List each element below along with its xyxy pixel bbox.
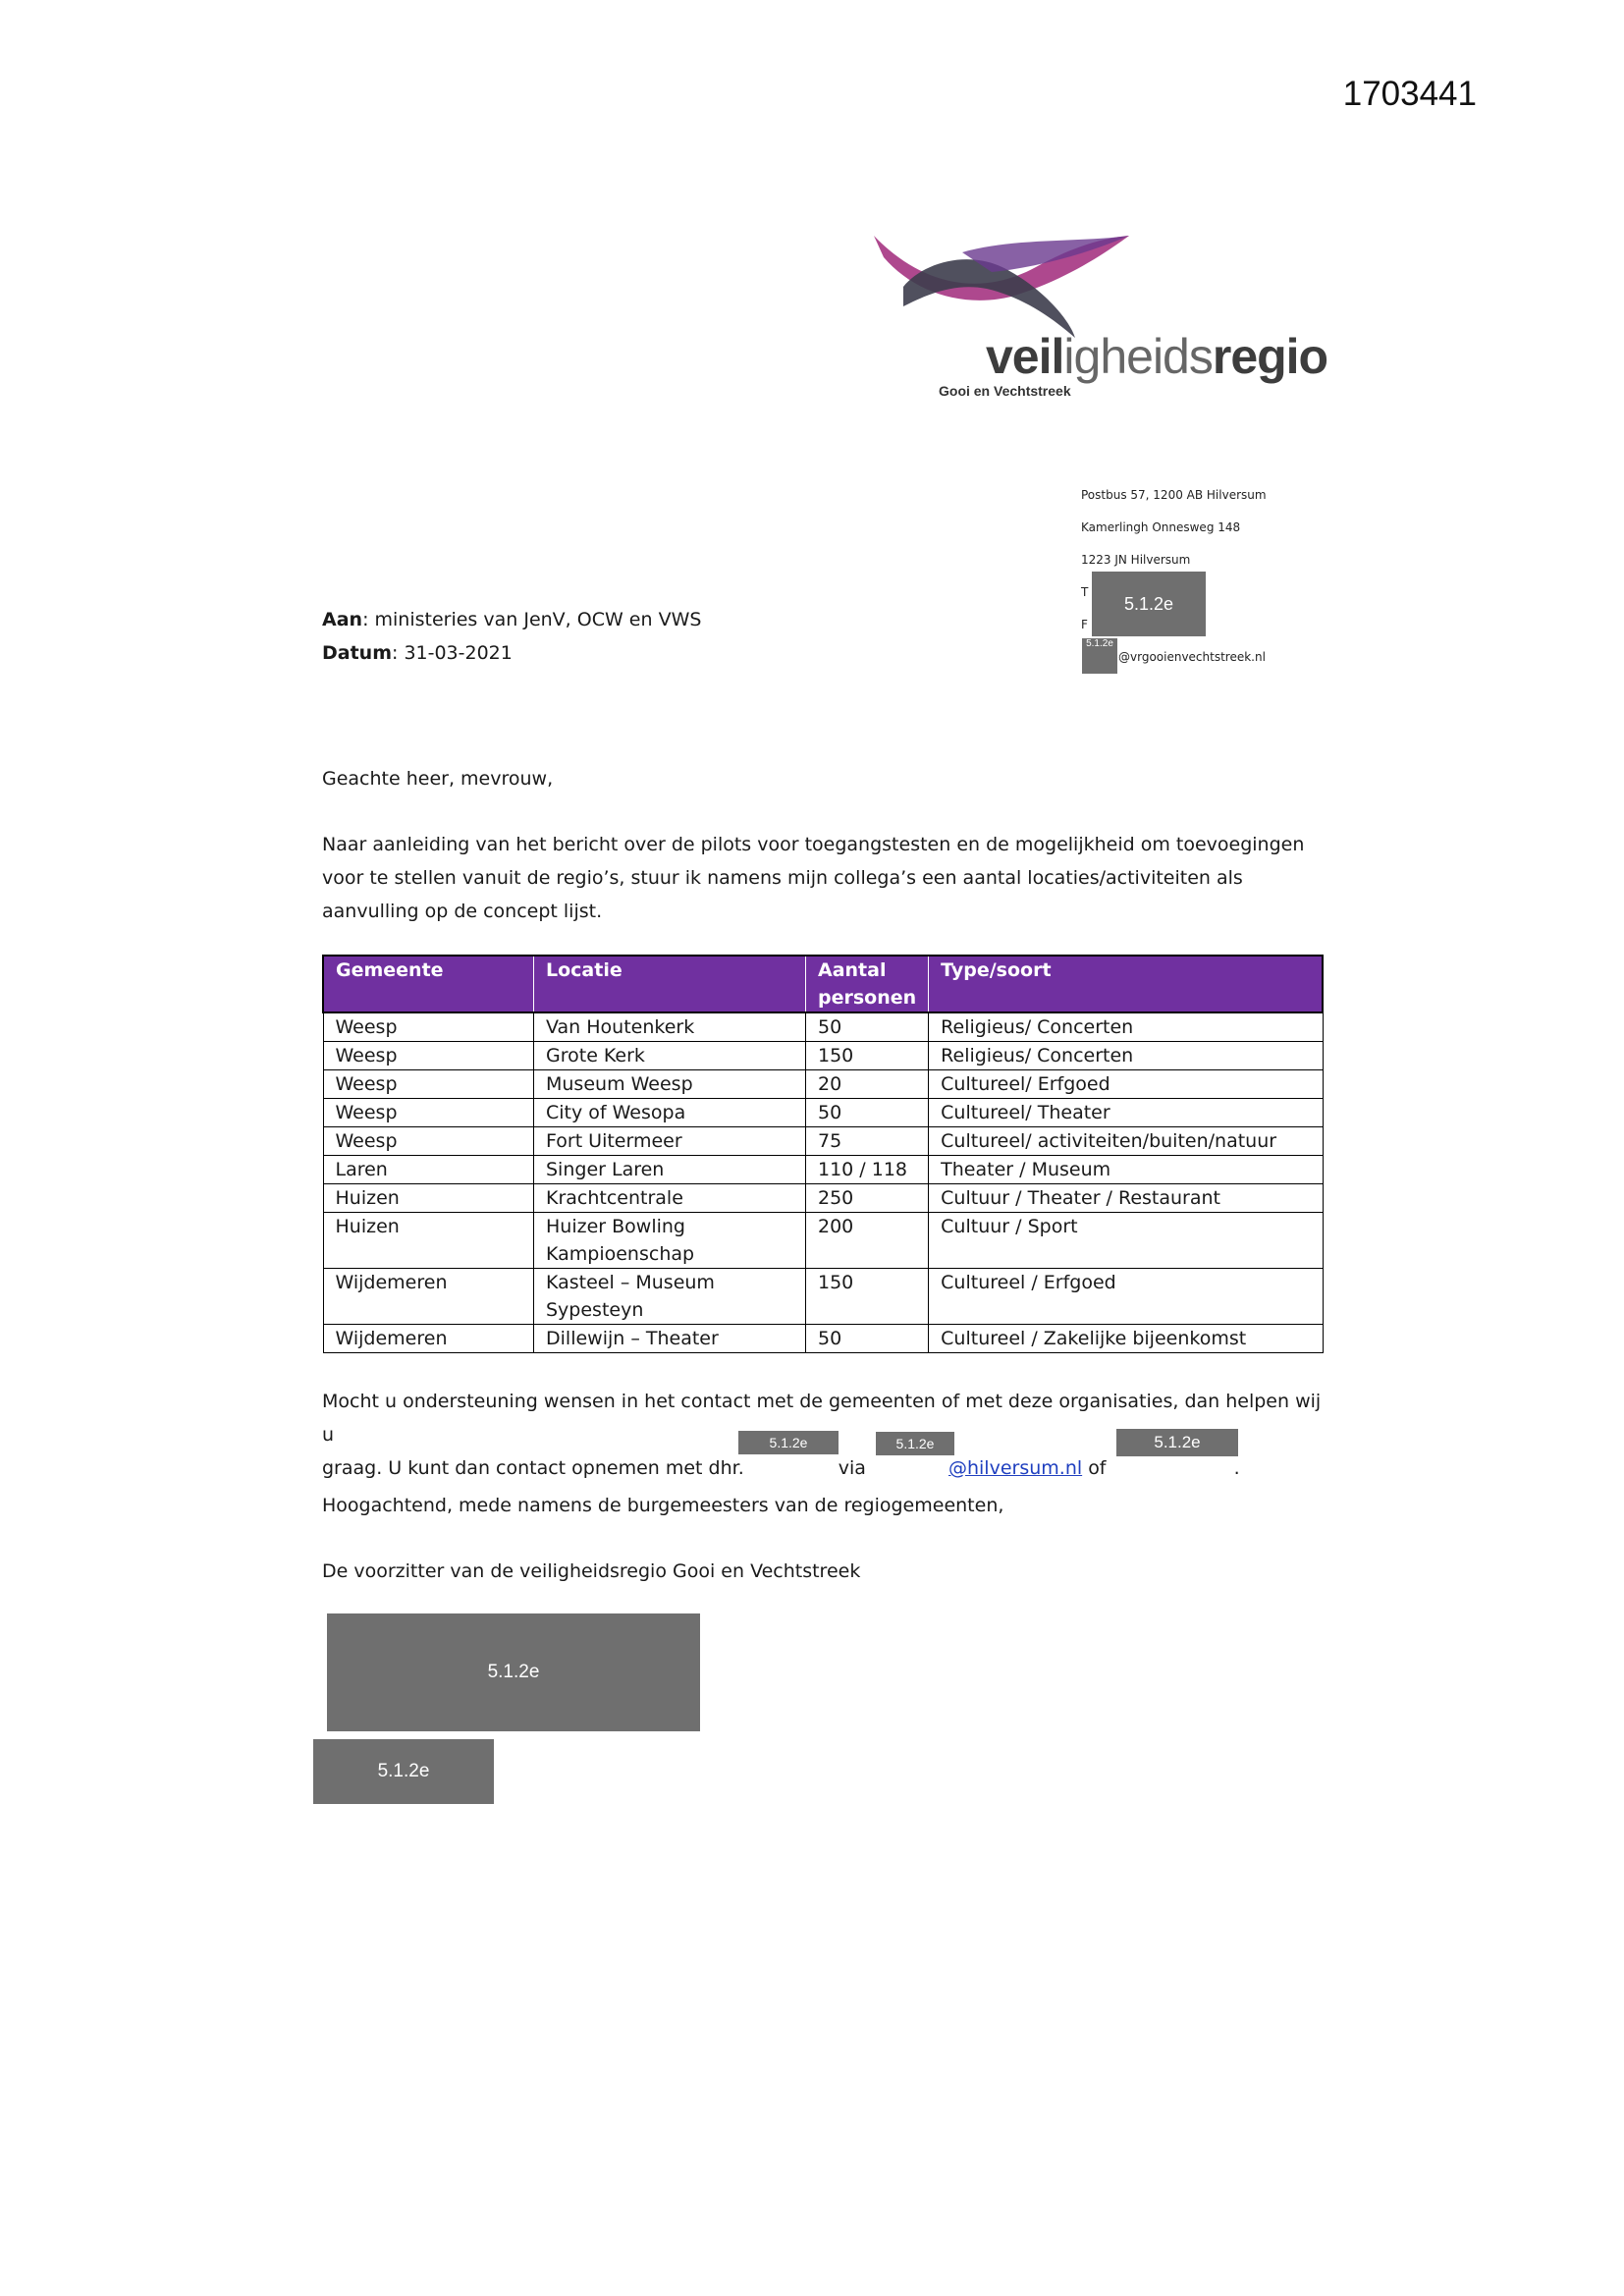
cell-type: Cultureel/ Erfgoed <box>929 1070 1323 1099</box>
aan-label: Aan <box>322 609 363 630</box>
cell-gemeente: Weesp <box>323 1127 534 1156</box>
cell-locatie: Singer Laren <box>534 1156 806 1184</box>
cell-gemeente: Weesp <box>323 1070 534 1099</box>
cell-aantal: 110 / 118 <box>806 1156 929 1184</box>
cell-type: Cultureel/ Theater <box>929 1099 1323 1127</box>
cell-aantal: 150 <box>806 1269 929 1325</box>
email-line: @vrgooienvechtstreek.nl <box>1118 650 1266 664</box>
address-line: Kamerlingh Onnesweg 148 <box>1081 520 1241 534</box>
contact-line-1: Mocht u ondersteuning wensen in het contact met de gemeenten of met deze organisaties, dan helpen wij u <box>322 1391 1322 1446</box>
header-type: Type/soort <box>929 956 1323 1012</box>
table-row <box>323 1269 1323 1325</box>
address-line: Postbus 57, 1200 AB Hilversum <box>1081 488 1267 502</box>
document-number: 1703441 <box>1342 75 1477 113</box>
datum-label: Datum <box>322 642 392 664</box>
redaction-block: 5.1.2e <box>1116 1429 1238 1456</box>
address-line: 1223 JN Hilversum <box>1081 553 1191 567</box>
cell-locatie: Museum Weesp <box>534 1070 806 1099</box>
cell-type: Cultuur / Sport <box>929 1213 1323 1269</box>
table-row <box>323 1070 1323 1099</box>
logo-wordmark: veiligheidsregio <box>986 329 1328 384</box>
letter-meta <box>322 603 701 670</box>
cell-locatie: Van Houtenkerk <box>534 1012 806 1042</box>
phone-label: T <box>1081 585 1089 599</box>
signature-redaction: 5.1.2e <box>327 1613 700 1731</box>
cell-gemeente: Wijdemeren <box>323 1269 534 1325</box>
fax-label: F <box>1081 618 1088 631</box>
cell-aantal: 50 <box>806 1099 929 1127</box>
cell-gemeente: Wijdemeren <box>323 1325 534 1353</box>
cell-gemeente: Huizen <box>323 1213 534 1269</box>
datum-value: : 31-03-2021 <box>392 642 513 664</box>
cell-type: Religieus/ Concerten <box>929 1042 1323 1070</box>
cell-gemeente: Weesp <box>323 1012 534 1042</box>
table-row <box>323 1156 1323 1184</box>
header-locatie: Locatie <box>534 956 806 1012</box>
cell-aantal: 250 <box>806 1184 929 1213</box>
cell-aantal: 20 <box>806 1070 929 1099</box>
locations-table <box>322 955 1324 1353</box>
cell-locatie: Krachtcentrale <box>534 1184 806 1213</box>
cell-type: Cultureel / Erfgoed <box>929 1269 1323 1325</box>
name-redaction: 5.1.2e <box>313 1739 494 1804</box>
logo-subtitle: Gooi en Vechtstreek <box>939 383 1071 399</box>
veiligheidsregio-logo <box>864 228 1328 405</box>
closing: Hoogachtend, mede namens de burgemeesters van de regiogemeenten, <box>322 1495 1004 1516</box>
cell-locatie: City of Wesopa <box>534 1099 806 1127</box>
signature-line: De voorzitter van de veiligheidsregio Gooi en Vechtstreek <box>322 1560 861 1582</box>
redaction-block: 5.1.2e <box>1082 638 1117 674</box>
table-row <box>323 1042 1323 1070</box>
table-row <box>323 1325 1323 1353</box>
cell-aantal: 50 <box>806 1325 929 1353</box>
aan-value: : ministeries van JenV, OCW en VWS <box>362 609 702 630</box>
cell-locatie: Huizer Bowling Kampioenschap <box>534 1213 806 1269</box>
cell-gemeente: Weesp <box>323 1099 534 1127</box>
redaction-block: 5.1.2e <box>1092 572 1206 636</box>
cell-type: Theater / Museum <box>929 1156 1323 1184</box>
redaction-block: 5.1.2e <box>738 1431 839 1454</box>
intro-paragraph: Naar aanleiding van het bericht over de pilots voor toegangstesten en de mogelijkheid om toevoegingen voor te stellen vanuit de regio’s, stuur ik namens mijn collega’s een aantal locaties/activiteiten als aanvulling op de concept lijst. <box>322 834 1305 922</box>
cell-aantal: 200 <box>806 1213 929 1269</box>
cell-locatie: Dillewijn – Theater <box>534 1325 806 1353</box>
cell-gemeente: Laren <box>323 1156 534 1184</box>
redaction-block: 5.1.2e <box>876 1432 954 1455</box>
table-row <box>323 1127 1323 1156</box>
contact-line-2: graag. U kunt dan contact opnemen met dhr. via @hilversum.nl of . <box>322 1457 1240 1479</box>
email-link[interactable]: @hilversum.nl <box>947 1457 1083 1479</box>
cell-type: Cultureel / Zakelijke bijeenkomst <box>929 1325 1323 1353</box>
cell-type: Cultureel/ activiteiten/buiten/natuur <box>929 1127 1323 1156</box>
cell-gemeente: Weesp <box>323 1042 534 1070</box>
salutation: Geachte heer, mevrouw, <box>322 768 554 790</box>
cell-gemeente: Huizen <box>323 1184 534 1213</box>
table-row <box>323 1099 1323 1127</box>
cell-locatie: Kasteel – Museum Sypesteyn <box>534 1269 806 1325</box>
table-row <box>323 1012 1323 1042</box>
cell-locatie: Grote Kerk <box>534 1042 806 1070</box>
cell-aantal: 75 <box>806 1127 929 1156</box>
cell-type: Religieus/ Concerten <box>929 1012 1323 1042</box>
table-row <box>323 1184 1323 1213</box>
table-row <box>323 1213 1323 1269</box>
cell-locatie: Fort Uitermeer <box>534 1127 806 1156</box>
cell-type: Cultuur / Theater / Restaurant <box>929 1184 1323 1213</box>
table-header-row <box>323 956 1323 1012</box>
header-aantal: Aantal personen <box>806 956 929 1012</box>
cell-aantal: 50 <box>806 1012 929 1042</box>
header-gemeente: Gemeente <box>323 956 534 1012</box>
cell-aantal: 150 <box>806 1042 929 1070</box>
